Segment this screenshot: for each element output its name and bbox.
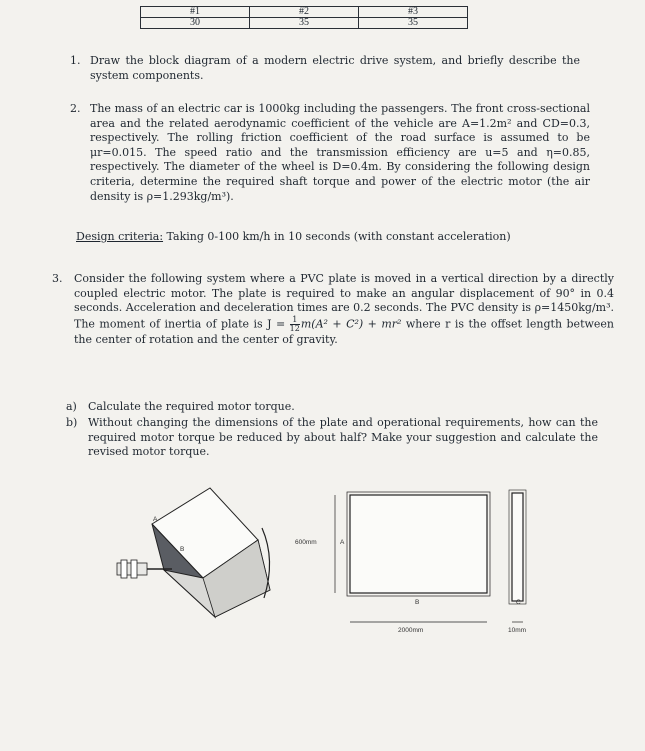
label-b: B	[180, 546, 185, 553]
formula-numerator: 1	[290, 316, 300, 325]
dim-height: 600mm	[295, 539, 317, 546]
score-header-2: #2	[250, 7, 359, 18]
plate-side-view	[508, 490, 526, 634]
sub-a-text: Calculate the required motor torque.	[88, 400, 295, 413]
label-b-front: B	[415, 599, 420, 606]
score-header-3: #3	[359, 7, 468, 18]
q3-text-a: Consider the following system where a PVC plate is moved in a vertical direction by a directly coupled electric motor. The plate is required to make an angular displacement of 90° in 0.4 seconds. Acceleration and deceleration times are 0.2 seconds. The PVC density is ρ=1450kg/m³. The moment of inertia of plate is J =	[74, 272, 614, 331]
plate-front-view	[295, 492, 490, 634]
formula-denominator: 12	[289, 323, 300, 333]
dim-width: 2000mm	[398, 627, 424, 634]
label-c: C	[516, 599, 521, 606]
q1-number: 1.	[70, 54, 81, 67]
formula: m(A² + C²) + mr²	[300, 317, 402, 331]
q2-text: The mass of an electric car is 1000kg including the passengers. The front cross-sectional area and the related aerodynamic coefficient of the vehicle are A=1.2m² and CD=0.3, respectively. The rolling friction coefficient of the road surface is assumed to be μr=0.015. The speed ratio and the transmission efficiency are u=5 and η=0.85, respectively. The diameter of the wheel is D=0.4m. By considering the following design criteria, determine the required shaft torque and power of the electric motor (the air density is ρ=1.293kg/m³).	[90, 102, 590, 203]
q3-number: 3.	[52, 272, 63, 285]
sub-b-text: Without changing the dimensions of the plate and operational requirements, how can the required motor torque be reduced by about half? Make your suggestion and calculate the revised motor torque.	[88, 416, 598, 459]
design-criteria-text: Taking 0-100 km/h in 10 seconds (with constant acceleration)	[163, 230, 511, 243]
sub-b-label: b)	[66, 416, 78, 429]
q2-number: 2.	[70, 102, 81, 115]
dim-thickness: 10mm	[508, 627, 527, 634]
plate-isometric	[152, 488, 270, 617]
q3-text-b: where r is the offset length between the center of rotation and the center of gravity.	[74, 317, 615, 346]
score-header-1: #1	[141, 7, 250, 18]
q1-text: Draw the block diagram of a modern electric drive system, and briefly describe the system components.	[90, 54, 580, 82]
label-a-front: A	[340, 539, 345, 546]
score-value-1: 30	[141, 18, 250, 29]
design-criteria-label: Design criteria:	[76, 230, 164, 243]
sub-a-label: a)	[66, 400, 77, 413]
label-a: A	[153, 516, 158, 523]
score-value-3: 35	[359, 18, 468, 29]
score-value-2: 35	[250, 18, 359, 29]
